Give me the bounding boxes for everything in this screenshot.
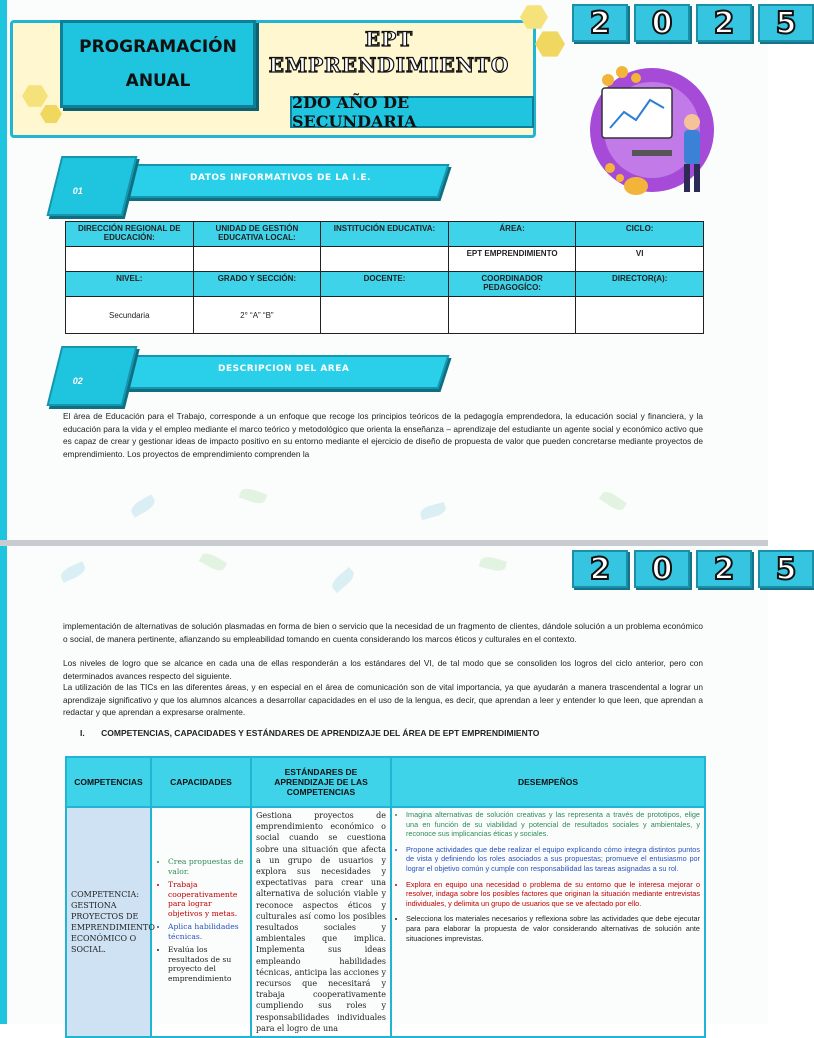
section-02-title: DESCRIPCION DEL AREA (218, 364, 350, 374)
year-digit: 2 (572, 4, 628, 42)
list-item: • Aplica habilidades técnicas. (168, 922, 246, 941)
leaf-decoration (419, 502, 447, 520)
tics-paragraph: La utilización de las TICs en las diferentes áreas, y en especial en el área de comunicación son de vital importancia, ya que ayudarán a manera trascendental a lograr un aprendizaje significativo y que los alumnos alcances a desarrollar capacidades en el uso de la lengua, es decir, que aprendan a leer y entender lo que leen, que aprendan a redactar y que aprendan a expresarse oralmente. (63, 682, 703, 717)
subject-title (258, 26, 520, 78)
description-continuation-paragraph: implementación de alternativas de solución plasmadas en forma de bien o servicio que la necesidad de un fragmento de clientes, dándole solución a un problema económico o social, de manera pertinente, afianzando su empleabilidad tomando en cuenta considerando los marcos éticos y culturales en el contexto. (63, 621, 703, 644)
standard-text: Gestiona proyectos de emprendimiento económico o social cuando se cuestiona sobre una situación que afecta a un grupo de usuarios y explora sus necesidades y expectativas para crear una alternativa de solución viable y reconoce aspectos éticos y culturales así como los posibles resultados sociales y ambientales que implica. Implementa sus ideas empleando habilidades técnicas, anticipa las acciones y recursos que necesitará y trabaja cooperativamente cumpliendo sus roles y responsabilidades individuales para el logro de una (251, 807, 391, 1037)
table-cell: INSTITUCIÓN EDUCATIVA: (321, 222, 449, 247)
column-header: CAPACIDADES (151, 757, 251, 807)
table-cell: GRADO Y SECCIÓN: (193, 272, 321, 297)
subject-title-line1: EPT (364, 27, 414, 51)
performances-cell (391, 807, 705, 1037)
table-cell (321, 247, 449, 272)
column-header: ESTÁNDARES DE APRENDIZAJE DE LAS COMPETENCIAS (251, 757, 391, 807)
table-cell: ÁREA: (448, 222, 576, 247)
table-row (66, 297, 704, 334)
section-01-title: DATOS INFORMATIVOS DE LA I.E. (190, 173, 371, 183)
leaf-decoration (479, 555, 507, 573)
year-digit: 5 (758, 4, 814, 42)
list-item: • Imagina alternativas de solución creativas y las representa a través de prototipos, elige una en función de su viabilidad y potencial de resultados sociales y ambientales, y reconoce sus implicancias éticas y sociales. (406, 810, 700, 839)
table-cell: COORDINADOR PEDAGOGÍCO: (448, 272, 576, 297)
table-cell: CICLO: (576, 222, 704, 247)
year-digit: 0 (634, 4, 690, 42)
year-digit: 5 (758, 550, 814, 588)
table-cell: VI (576, 247, 704, 272)
year-digit: 2 (696, 550, 752, 588)
table-cell: NIVEL: (66, 272, 194, 297)
table-cell (576, 297, 704, 334)
table-cell: DOCENTE: (321, 272, 449, 297)
list-item: • Crea propuestas de valor. (168, 857, 246, 876)
leaf-decoration (329, 567, 357, 593)
year-digit: 2 (572, 550, 628, 588)
leaf-decoration (239, 486, 268, 506)
leaf-decoration (199, 550, 228, 573)
table-cell: 2° “A” “B” (193, 297, 321, 334)
section-i-title: COMPETENCIAS, CAPACIDADES Y ESTÁNDARES DE APRENDIZAJE DEL ÁREA DE EPT EMPRENDIMIENTO (101, 728, 540, 738)
performances-list (396, 810, 700, 943)
left-accent-bar (0, 546, 7, 1024)
table-cell (321, 297, 449, 334)
list-item: • Explora en equipo una necesidad o problema de su entorno que le interesa mejorar o resolver, indaga sobre los posibles factores que originan la situación mediante entrevistas individuales, y delimita un grupo de usuarios que se ve afectado por ello. (406, 880, 700, 909)
competency-name: COMPETENCIA: GESTIONA PROYECTOS DE EMPRENDIMIENTO ECONÓMICO O SOCIAL. (66, 807, 151, 1037)
achievement-levels-paragraph: Los niveles de logro que se alcance en cada una de ellas responderán a los estándares del VI, de tal modo que se consoliden los logros del ciclo anterior, pero con determinados avances respecto del siguiente. (63, 658, 703, 681)
table-cell: UNIDAD DE GESTIÓN EDUCATIVA LOCAL: (193, 222, 321, 247)
table-row (66, 807, 705, 1037)
capacities-cell (151, 807, 251, 1037)
left-accent-bar (0, 0, 7, 540)
year-digit: 0 (634, 550, 690, 588)
leaf-decoration (599, 489, 627, 514)
school-info-table (65, 221, 704, 334)
leaf-decoration (59, 561, 88, 583)
table-row (66, 247, 704, 272)
year-badge (572, 4, 814, 42)
table-cell (66, 247, 194, 272)
list-item: • Evalúa los resultados de su proyecto del emprendimiento (168, 945, 246, 983)
table-cell: DIRECTOR(A): (576, 272, 704, 297)
competencies-table (65, 756, 706, 1038)
section-i-numeral: I. (80, 728, 85, 738)
list-item: • Selecciona los materiales necesarios y reflexiona sobre las actividades que debe ejecutar para para elaborar la propuesta de valor considerando alternativas de solución ante situaciones imprevistas. (406, 914, 700, 943)
column-header: COMPETENCIAS (66, 757, 151, 807)
year-digit: 2 (696, 4, 752, 42)
table-row (66, 222, 704, 247)
section-02-number: 02 (72, 376, 83, 386)
section-01-number-box (47, 156, 138, 216)
program-title-line1: PROGRAMACIÓN (79, 37, 237, 57)
table-cell: Secundaria (66, 297, 194, 334)
table-cell (448, 297, 576, 334)
section-02-number-box (47, 346, 138, 406)
column-header: DESEMPEÑOS (391, 757, 705, 807)
grade-label: 2DO AÑO DE SECUNDARIA (290, 96, 534, 128)
hexagon-decoration (535, 30, 565, 58)
entrepreneur-illustration-icon (580, 60, 720, 200)
table-cell: EPT EMPRENDIMIENTO (448, 247, 576, 272)
table-cell (193, 247, 321, 272)
program-title-box (60, 20, 256, 108)
capacities-list (156, 857, 246, 983)
section-01-number: 01 (72, 186, 83, 196)
list-item: • Trabaja cooperativamente para lograr objetivos y metas. (168, 880, 246, 918)
area-description-paragraph: El área de Educación para el Trabajo, corresponde a un enfoque que recoge los principios teóricos de la pedagogía emprendedora, la educación social y financiera, y la educación para la vida y el empleo mediante el marco teórico y metodológico que orienta la enseñanza – aprendizaje del estudiante un agente social y económico activo que es capaz de crear y gestionar ideas de impacto positivo en su entorno mediante el ejercicio de diseño de propuesta de valor que pueden concretarse mediante proyectos de emprendimiento. Los proyectos de emprendimiento comprenden la (63, 411, 703, 459)
table-row (66, 272, 704, 297)
table-header-row (66, 757, 705, 807)
leaf-decoration (129, 494, 158, 517)
year-badge (572, 550, 814, 588)
program-title-line2: ANUAL (125, 71, 191, 91)
table-cell: DIRECCIÓN REGIONAL DE EDUCACIÓN: (66, 222, 194, 247)
section-i-heading (80, 728, 539, 738)
subject-title-line2: EMPRENDIMIENTO (268, 53, 510, 77)
list-item: • Propone actividades que debe realizar el equipo explicando cómo integra distintos puntos de vista y definiendo los roles asociados a sus propuestas; promueve el entusiasmo por lograr el objetivo común y cumple con responsabilidad las tareas asignadas a su rol. (406, 845, 700, 874)
